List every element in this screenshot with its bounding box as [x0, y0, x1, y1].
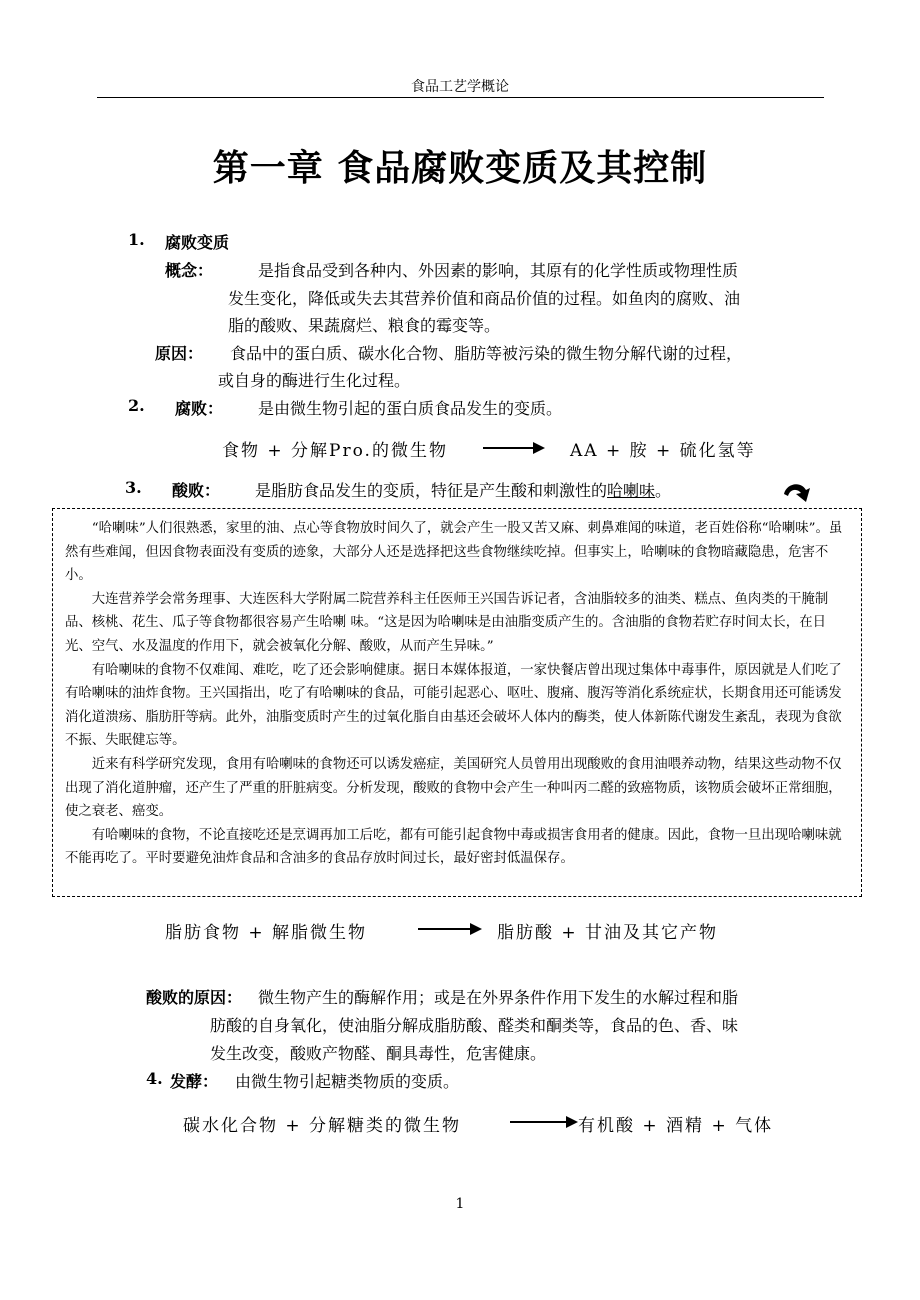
- section-2-heading: 腐败：: [175, 399, 224, 418]
- section-3-number: 3.: [125, 478, 142, 497]
- box-paragraph-4: 近来有科学研究发现，食用有哈喇味的食物还可以诱发癌症，美国研究人员曾用出现酸败的食用油喂养动物，结果这些动物不仅出现了消化道肿瘤，还产生了严重的肝脏病变。分析发现，酸败的食物中会产生一种叫丙二醛的致癌物质，该物质会破坏正常细胞，使之衰老、癌变。: [65, 756, 842, 820]
- box-paragraph-3: 有哈喇味的食物不仅难闻、难吃，吃了还会影响健康。据日本媒体报道，一家快餐店曾出现过集体中毒事件，原因就是人们吃了有哈喇味的油炸食物。王兴国指出，吃了有哈喇味的食品，可能引起恶心、呕吐、腹痛、腹泻等消化系统症状，长期食用还可能诱发消化道溃疡、脂肪肝等病。此外，油脂变质时产生的过氧化脂自由基还会破坏人体内的酶类，使人体新陈代谢发生紊乱，表现为食欲不振、失眠健忘等。: [65, 662, 842, 749]
- cause-line-1: 食品中的蛋白质、碳水化合物、脂肪等被污染的微生物分解代谢的过程，: [230, 344, 743, 363]
- fermentation-equation-right: 有机酸 + 酒精 + 气体: [578, 1116, 774, 1136]
- section-3-text-end: 。: [655, 481, 672, 500]
- section-4-heading: 发酵：: [170, 1072, 219, 1091]
- section-3-text-main: 是脂肪食品发生的变质，特征是产生酸和刺激性的: [255, 481, 608, 500]
- arrow-icon: [510, 1121, 576, 1123]
- box-paragraph-5: 有哈喇味的食物，不论直接吃还是烹调再加工后吃，都有可能引起食物中毒或损害食用者的健康。因此，食物一旦出现哈喇味就不能再吃了。平时要避免油炸食品和含油多的食品存放时间过长，最好密封低温保存。: [65, 827, 842, 867]
- section-2-number: 2.: [128, 396, 145, 415]
- cause-line-2: 或自身的酶进行生化过程。: [218, 371, 411, 390]
- concept-line-1: 是指食品受到各种内、外因素的影响，其原有的化学性质或物理性质: [258, 261, 739, 280]
- section-1-number: 1.: [128, 230, 145, 249]
- header-divider: [97, 97, 824, 98]
- chapter-title: 第一章 食品腐败变质及其控制: [212, 147, 708, 189]
- putrefaction-equation-left: 食物 + 分解Pro.的微生物: [222, 441, 448, 461]
- concept-label: 概念：: [165, 261, 214, 280]
- rancidity-cause-line-1: 微生物产生的酶解作用；或是在外界条件作用下发生的水解过程和脂: [258, 988, 739, 1007]
- cause-label: 原因：: [155, 344, 204, 363]
- rancidity-equation-right: 脂肪酸 + 甘油及其它产物: [497, 923, 719, 943]
- section-4-number: 4.: [146, 1069, 163, 1088]
- section-1-heading: 腐败变质: [165, 233, 230, 252]
- section-3-text: [255, 478, 671, 501]
- hala-flavor-link[interactable]: 哈喇味: [607, 481, 656, 500]
- section-2-text: 是由微生物引起的蛋白质食品发生的变质。: [258, 399, 563, 418]
- fermentation-equation-left: 碳水化合物 + 分解糖类的微生物: [183, 1116, 462, 1136]
- arrow-icon: [418, 928, 480, 930]
- section-4-text: 由微生物引起糖类物质的变质。: [235, 1072, 460, 1091]
- rancidity-cause-line-3: 发生改变，酸败产物醛、酮具毒性，危害健康。: [210, 1044, 547, 1063]
- concept-line-2: 发生变化，降低或失去其营养价值和商品价值的过程。如鱼肉的腐败、油: [228, 289, 741, 308]
- arrow-icon: [483, 447, 543, 449]
- rancidity-cause-line-2: 肪酸的自身氧化，使油脂分解成脂肪酸、醛类和酮类等，食品的色、香、味: [210, 1016, 739, 1035]
- rancidity-cause-label: 酸败的原因：: [146, 988, 243, 1007]
- concept-line-3: 脂的酸败、果蔬腐烂、粮食的霉变等。: [228, 316, 501, 335]
- page-header: 食品工艺学概论: [411, 79, 509, 95]
- page-number: 1: [455, 1196, 465, 1212]
- rancidity-info-box: [52, 508, 862, 897]
- box-paragraph-2: 大连营养学会常务理事、大连医科大学附属二院营养科主任医师王兴国告诉记者，含油脂较多的油类、糕点、鱼肉类的干腌制品、核桃、花生、瓜子等食物都很容易产生哈喇 味。“这是因为哈喇味是由油脂变质产生的。含油脂的食物若贮存时间太长，在日光、空气、水及温度的作用下，就会被氧化分解、酸败，从而产生异味。”: [65, 591, 829, 654]
- box-paragraph-1: “哈喇味”人们很熟悉，家里的油、点心等食物放时间久了，就会产生一股又苦又麻、刺鼻难闻的味道，老百姓俗称“哈喇味”。虽然有些难闻，但因食物表面没有变质的迹象，大部分人还是选择把这些食物继续吃掉。但事实上，哈喇味的食物暗藏隐患，危害不小。: [65, 521, 843, 584]
- section-3-heading: 酸败：: [172, 481, 221, 500]
- putrefaction-equation-right: AA + 胺 + 硫化氢等: [570, 441, 756, 461]
- curved-arrow-icon: [780, 478, 814, 508]
- rancidity-equation-left: 脂肪食物 + 解脂微生物: [165, 923, 368, 943]
